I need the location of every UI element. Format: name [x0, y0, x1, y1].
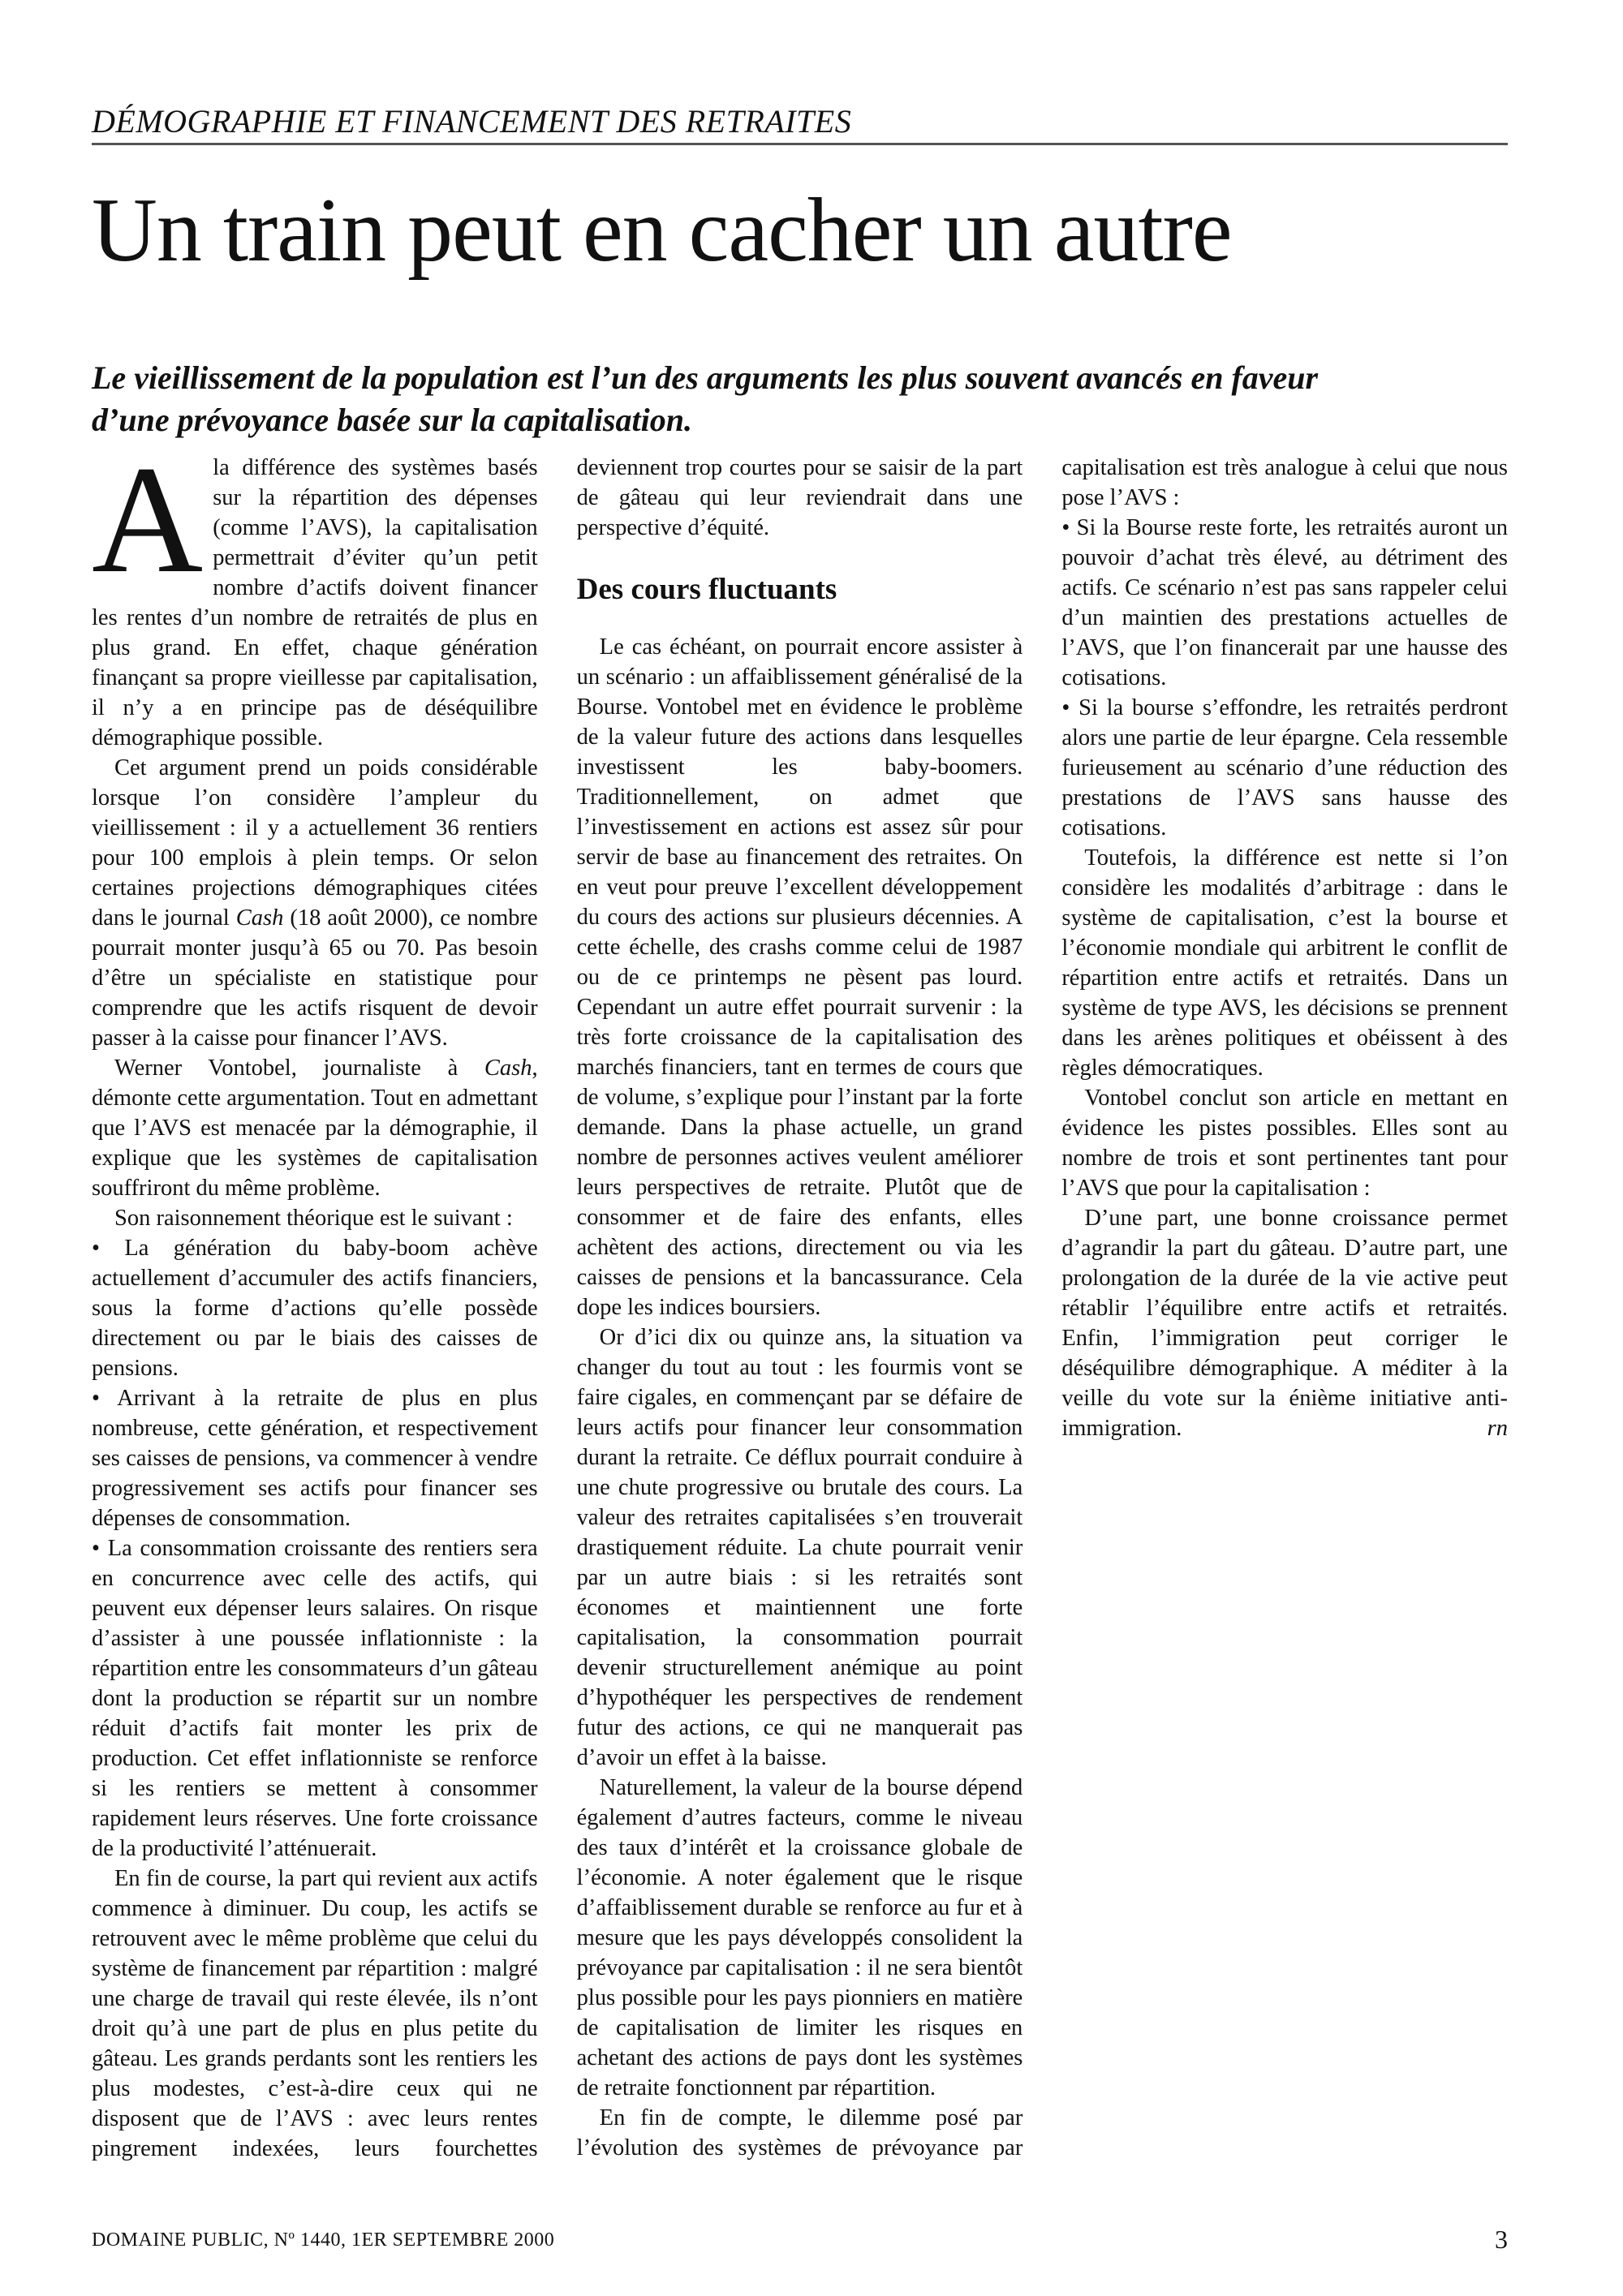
- paragraph-9: En fin de compte, le dilemme posé par l’évolution des systèmes de prévoyance par capitalisation est très analogue à celui que nous pose l’AVS :: [576, 455, 1508, 2161]
- footer-publication: DOMAINE PUBLIC, Nº 1440, 1ER SEPTEMBRE 2000: [92, 2229, 555, 2251]
- paragraph-3: [92, 1053, 538, 1203]
- paragraph-12: [1061, 1203, 1508, 1443]
- bullet-item-3: • La consommation croissante des rentiers sera en concurrence avec celle des actifs, qui peuvent eux dépenser leurs salaires. On risque d’assister à une poussée inflationniste : la répartition entre les consommateurs d’un gâteau dont la production se répartit sur un nombre réduit d’actifs fait monter les prix de production. Cet effet inflationniste se renforce si les rentiers se mettent à consommer rapidement leurs réserves. Une forte croissance de la productivité l’atténuerait.: [92, 1536, 538, 1861]
- paragraph-8: Naturellement, la valeur de la bourse dépend également d’autres facteurs, comme le niveau des taux d’intérêt et la croissance globale de l’économie. A noter également que le risque d’affaiblissement durable se renforce au fur et à mesure que les pays développés consolident la prévoyance par capitalisation : il ne sera bientôt plus possible pour les pays pionniers en matière de capitalisation de limiter les risques en achetant des actions de pays dont les systèmes de retraite fonctionnent par répartition.: [576, 1775, 1023, 2100]
- paragraph-12-text: D’une part, une bonne croissance permet d’agrandir la part du gâteau. D’autre part, une prolongation de la durée de la vie active peut rétablir l’équilibre entre actifs et retraités. Enfin, l’immigration peut corriger le déséquilibre démographique. A méditer à la veille du vote sur la énième initiative anti-immigration.: [1061, 1206, 1508, 1441]
- paragraph-1-text: la différence des systèmes basés sur la répartition des dépenses (comme l’AVS), la capitalisation permettrait d’éviter qu’un petit nombre d’actifs doivent financer les rentes d’un nombre de retraités de plus en plus grand. En effet, chaque génération finançant sa propre vieillesse par capitalisation, il n’y a en principe pas de déséquilibre démographique possible.: [92, 455, 538, 750]
- paragraph-3-text-end: , démonte cette argumentation. Tout en admettant que l’AVS est menacée par la démographie, il explique que les systèmes de capitalisation souffriront du même problème.: [92, 1056, 538, 1201]
- paragraph-7: Or d’ici dix ou quinze ans, la situation va changer du tout au tout : les fourmis vont se faire cigales, en commençant par se défaire de leurs actifs pour financer leur consommation durant la retraite. Ce déflux pourrait conduire à une chute progressive ou brutale des cours. La valeur des retraites capitalisées s’en trouverait drastiquement réduite. La chute pourrait venir par un autre biais : si les retraités sont économes et maintiennent une forte capitalisation, la consommation pourrait devenir structurellement anémique au point d’hypothéquer les perspectives de rendement futur des actions, ce qui ne manquerait pas d’avoir un effet à la baisse.: [576, 1325, 1023, 1770]
- bullet-item-2: • Arrivant à la retraite de plus en plus nombreuse, cette génération, et respectivement ses caisses de pensions, va commencer à vendre progressivement ses actifs pour financer ses dépenses de consommation.: [92, 1386, 538, 1531]
- drop-cap: A: [92, 435, 204, 605]
- bullet-item-5: • Si la bourse s’effondre, les retraités perdront alors une partie de leur épargne. Cela ressemble furieusement au scénario d’une réduction des prestations de l’AVS sans hausse des cotisations.: [1061, 695, 1508, 841]
- journal-name: Cash: [235, 905, 284, 931]
- article-lead: Le vieillissement de la population est l’un des arguments les plus souvent avancés en faveur d’une prévoyance basée sur la capitalisation.: [92, 359, 1319, 438]
- subheading: Des cours fluctuants: [576, 573, 837, 606]
- paragraph-10: Toutefois, la différence est nette si l’on considère les modalités d’arbitrage : dans le système de capitalisation, c’est la bourse et l’économie mondiale qui arbitrent le conflit de répartition entre actifs et retraités. Dans un système de type AVS, les décisions se prennent dans les arènes politiques et obéissent à des règles démocratiques.: [1061, 845, 1508, 1081]
- article-title: Un train peut en cacher un autre: [92, 180, 1232, 281]
- paragraph-3-text-start: Werner Vontobel, journaliste à: [114, 1056, 484, 1081]
- author-signature: rn: [1487, 1416, 1508, 1441]
- bullet-item-1: • La génération du baby-boom achève actuellement d’accumuler des actifs financiers, sous la forme d’actions qu’elle possède directement ou par le biais des caisses de pensions.: [92, 1236, 538, 1381]
- paragraph-5: En fin de course, la part qui revient aux actifs commence à diminuer. Du coup, les actifs se retrouvent avec le même problème que celui du système de financement par répartition : malgré une charge de travail qui reste élevée, ils n’ont droit qu’à une part de plus en plus petite du gâteau. Les grands perdants sont les rentiers les plus modestes, c’est-à-dire ceux qui ne disposent que de l’AVS : avec leurs rentes pingrement indexées, leurs fourchettes deviennent trop courtes pour se saisir de la part de gâteau qui leur reviendrait dans une perspective d’équité.: [92, 455, 1023, 2161]
- page-number: 3: [1495, 2225, 1508, 2254]
- bullet-item-4: • Si la Bourse reste forte, les retraités auront un pouvoir d’achat très élevé, au détriment des actifs. Ce scénario n’est pas sans rappeler celui d’un maintien des prestations actuelles de l’AVS, que l’on financerait par une hausse des cotisations.: [1061, 515, 1508, 690]
- section-label: DÉMOGRAPHIE ET FINANCEMENT DES RETRAITES: [92, 103, 852, 140]
- paragraph-2: [92, 753, 538, 1053]
- section-divider: [92, 143, 1508, 145]
- paragraph-2-text-start: Cet argument prend un poids considérable lorsque l’on considère l’ampleur du vieillissement : il y a actuellement 36 rentiers pour 100 emplois à plein temps. Or selon certaines projections démographiques citées dans le journal: [92, 755, 538, 931]
- paragraph-11: Vontobel conclut son article en mettant en évidence les pistes possibles. Elles sont au nombre de trois et sont pertinentes tant pour l’AVS que pour la capitalisation :: [1061, 1086, 1508, 1201]
- paragraph-6: Le cas échéant, on pourrait encore assister à un scénario : un affaiblissement généralisé de la Bourse. Vontobel met en évidence le problème de la valeur future des actions dans lesquelles investissent les baby-boomers. Traditionnellement, on admet que l’investissement en actions est assez sûr pour servir de base au financement des retraites. On en veut pour preuve l’excellent développement du cours des actions sur plusieurs décennies. A cette échelle, des crashs comme celui de 1987 ou de ce printemps ne pèsent pas lourd. Cependant un autre effet pourrait survenir : la très forte croissance de la capitalisation des marchés financiers, tant en termes de cours que de volume, s’explique pour l’instant par la forte demande. Dans la phase actuelle, un grand nombre de personnes actives veulent améliorer leurs perspectives de retraite. Plutôt que de consommer et de faire des enfants, elles achètent des actions, directement ou via les caisses de pensions et la bancassurance. Cela dope les indices boursiers.: [576, 634, 1023, 1320]
- paragraph-1: [92, 435, 538, 753]
- journal-name: Cash: [484, 1056, 532, 1081]
- article-body: [92, 435, 1508, 2173]
- paragraph-2-text-end: (18 août 2000), ce nombre pourrait monter jusqu’à 65 ou 70. Pas besoin d’être un spécialiste en statistique pour comprendre que les actifs risquent de devoir passer à la caisse pour financer l’AVS.: [92, 905, 538, 1051]
- paragraph-4: Son raisonnement théorique est le suivant :: [114, 1206, 513, 1231]
